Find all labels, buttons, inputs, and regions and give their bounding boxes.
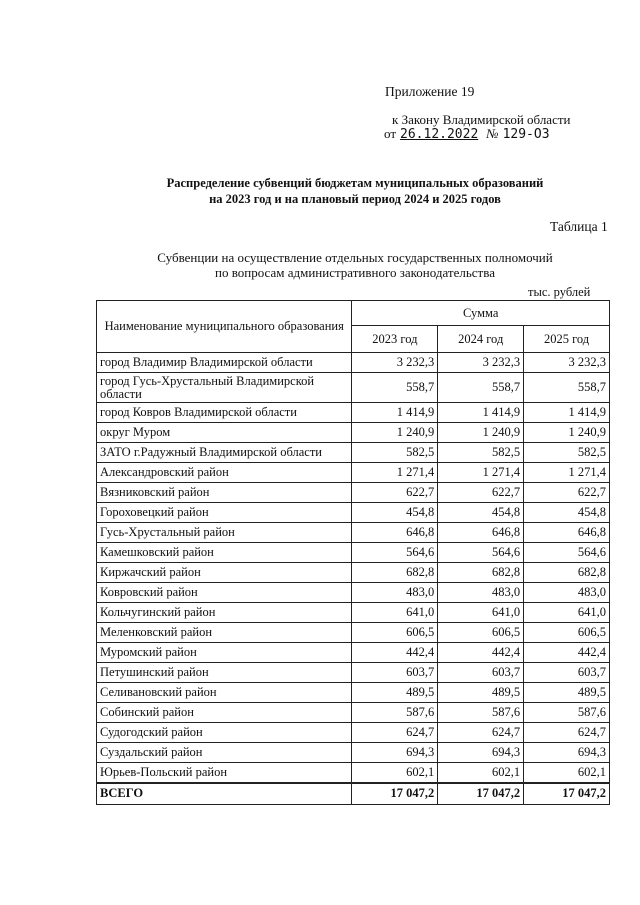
total-row	[97, 783, 610, 805]
value-2024: 558,7	[438, 373, 524, 403]
appendix-number: Приложение 19	[385, 84, 475, 99]
value-2025: 558,7	[524, 373, 610, 403]
value-2025: 1 414,9	[524, 403, 610, 423]
value-2024: 1 414,9	[438, 403, 524, 423]
value-2024: 624,7	[438, 723, 524, 743]
municipality-name: Суздальский район	[97, 743, 352, 763]
total-value-2024: 17 047,2	[438, 783, 524, 805]
value-2025: 3 232,3	[524, 353, 610, 373]
law-date-number	[384, 126, 550, 142]
value-2023: 622,7	[352, 483, 438, 503]
value-2023: 682,8	[352, 563, 438, 583]
value-2024: 442,4	[438, 643, 524, 663]
header-year-2025: 2025 год	[524, 326, 610, 353]
value-2025: 489,5	[524, 683, 610, 703]
value-2025: 646,8	[524, 523, 610, 543]
value-2024: 682,8	[438, 563, 524, 583]
value-2024: 582,5	[438, 443, 524, 463]
header-year-2023: 2023 год	[352, 326, 438, 353]
total-value-2023: 17 047,2	[352, 783, 438, 805]
table-row	[97, 683, 610, 703]
document-title-line2: на 2023 год и на плановый период 2024 и 2025 годов	[209, 192, 501, 206]
value-2025: 582,5	[524, 443, 610, 463]
value-2025: 602,1	[524, 763, 610, 783]
value-2023: 641,0	[352, 603, 438, 623]
subtitle-line1: Субвенции на осуществление отдельных государственных полномочий	[157, 250, 553, 265]
header-municipality: Наименование муниципального образования	[97, 301, 352, 353]
table-row	[97, 763, 610, 783]
table-row	[97, 603, 610, 623]
municipality-name: округ Муром	[97, 423, 352, 443]
value-2025: 606,5	[524, 623, 610, 643]
value-2023: 1 240,9	[352, 423, 438, 443]
value-2023: 3 232,3	[352, 353, 438, 373]
value-2024: 1 240,9	[438, 423, 524, 443]
document-title-line1: Распределение субвенций бюджетам муниципальных образований	[166, 176, 544, 190]
table-row	[97, 583, 610, 603]
municipality-name: Камешковский район	[97, 543, 352, 563]
value-2025: 641,0	[524, 603, 610, 623]
municipality-name: Собинский район	[97, 703, 352, 723]
municipality-name: Александровский район	[97, 463, 352, 483]
value-2023: 582,5	[352, 443, 438, 463]
table-row	[97, 373, 610, 403]
law-number: 129-ОЗ	[502, 127, 550, 142]
municipality-name: Гусь-Хрустальный район	[97, 523, 352, 543]
value-2025: 564,6	[524, 543, 610, 563]
municipality-name: Ковровский район	[97, 583, 352, 603]
table-row	[97, 483, 610, 503]
value-2023: 603,7	[352, 663, 438, 683]
subtitle-line2: по вопросам административного законодательства	[215, 265, 495, 280]
value-2024: 694,3	[438, 743, 524, 763]
table-row	[97, 353, 610, 373]
value-2025: 682,8	[524, 563, 610, 583]
municipality-name: Вязниковский район	[97, 483, 352, 503]
value-2025: 603,7	[524, 663, 610, 683]
value-2024: 454,8	[438, 503, 524, 523]
municipality-name: Селивановский район	[97, 683, 352, 703]
units-label: тыс. рублей	[528, 285, 591, 299]
table-row	[97, 543, 610, 563]
municipality-name: город Владимир Владимирской области	[97, 353, 352, 373]
value-2023: 454,8	[352, 503, 438, 523]
value-2024: 602,1	[438, 763, 524, 783]
value-2023: 646,8	[352, 523, 438, 543]
table-row	[97, 423, 610, 443]
table-row	[97, 463, 610, 483]
value-2024: 622,7	[438, 483, 524, 503]
subventions-table	[96, 300, 610, 805]
law-date: 26.12.2022	[400, 127, 479, 142]
municipality-name: Меленковский район	[97, 623, 352, 643]
value-2023: 1 414,9	[352, 403, 438, 423]
value-2025: 1 271,4	[524, 463, 610, 483]
table-body	[97, 353, 610, 805]
value-2025: 587,6	[524, 703, 610, 723]
value-2023: 442,4	[352, 643, 438, 663]
value-2024: 483,0	[438, 583, 524, 603]
value-2023: 1 271,4	[352, 463, 438, 483]
municipality-name: город Гусь-Хрустальный Владимирской области	[97, 373, 352, 403]
table-label: Таблица 1	[550, 219, 608, 234]
number-sign: №	[486, 126, 499, 141]
municipality-name: ЗАТО г.Радужный Владимирской области	[97, 443, 352, 463]
ref-prefix: от	[384, 126, 397, 141]
table-row	[97, 743, 610, 763]
municipality-name: Юрьев-Польский район	[97, 763, 352, 783]
value-2025: 1 240,9	[524, 423, 610, 443]
value-2025: 622,7	[524, 483, 610, 503]
value-2023: 602,1	[352, 763, 438, 783]
value-2025: 454,8	[524, 503, 610, 523]
municipality-name: Муромский район	[97, 643, 352, 663]
value-2023: 606,5	[352, 623, 438, 643]
value-2023: 624,7	[352, 723, 438, 743]
total-label: ВСЕГО	[97, 783, 352, 805]
municipality-name: Кольчугинский район	[97, 603, 352, 623]
value-2024: 1 271,4	[438, 463, 524, 483]
value-2024: 489,5	[438, 683, 524, 703]
value-2024: 603,7	[438, 663, 524, 683]
value-2023: 483,0	[352, 583, 438, 603]
municipality-name: Киржачский район	[97, 563, 352, 583]
total-value-2025: 17 047,2	[524, 783, 610, 805]
value-2024: 3 232,3	[438, 353, 524, 373]
header-sum: Сумма	[352, 301, 610, 326]
value-2024: 606,5	[438, 623, 524, 643]
table-row	[97, 403, 610, 423]
municipality-name: Гороховецкий район	[97, 503, 352, 523]
value-2023: 694,3	[352, 743, 438, 763]
table-row	[97, 563, 610, 583]
municipality-name: Петушинский район	[97, 663, 352, 683]
municipality-name: город Ковров Владимирской области	[97, 403, 352, 423]
value-2024: 641,0	[438, 603, 524, 623]
value-2025: 624,7	[524, 723, 610, 743]
value-2024: 587,6	[438, 703, 524, 723]
value-2025: 483,0	[524, 583, 610, 603]
table-row	[97, 663, 610, 683]
table-row	[97, 443, 610, 463]
header-year-2024: 2024 год	[438, 326, 524, 353]
value-2025: 442,4	[524, 643, 610, 663]
value-2023: 489,5	[352, 683, 438, 703]
table-row	[97, 623, 610, 643]
table-row	[97, 703, 610, 723]
value-2023: 587,6	[352, 703, 438, 723]
municipality-name: Судогодский район	[97, 723, 352, 743]
table-row	[97, 503, 610, 523]
value-2024: 564,6	[438, 543, 524, 563]
law-reference: к Закону Владимирской области	[392, 112, 571, 127]
value-2025: 694,3	[524, 743, 610, 763]
table-row	[97, 723, 610, 743]
table-row	[97, 523, 610, 543]
value-2023: 564,6	[352, 543, 438, 563]
value-2024: 646,8	[438, 523, 524, 543]
table-row	[97, 643, 610, 663]
value-2023: 558,7	[352, 373, 438, 403]
